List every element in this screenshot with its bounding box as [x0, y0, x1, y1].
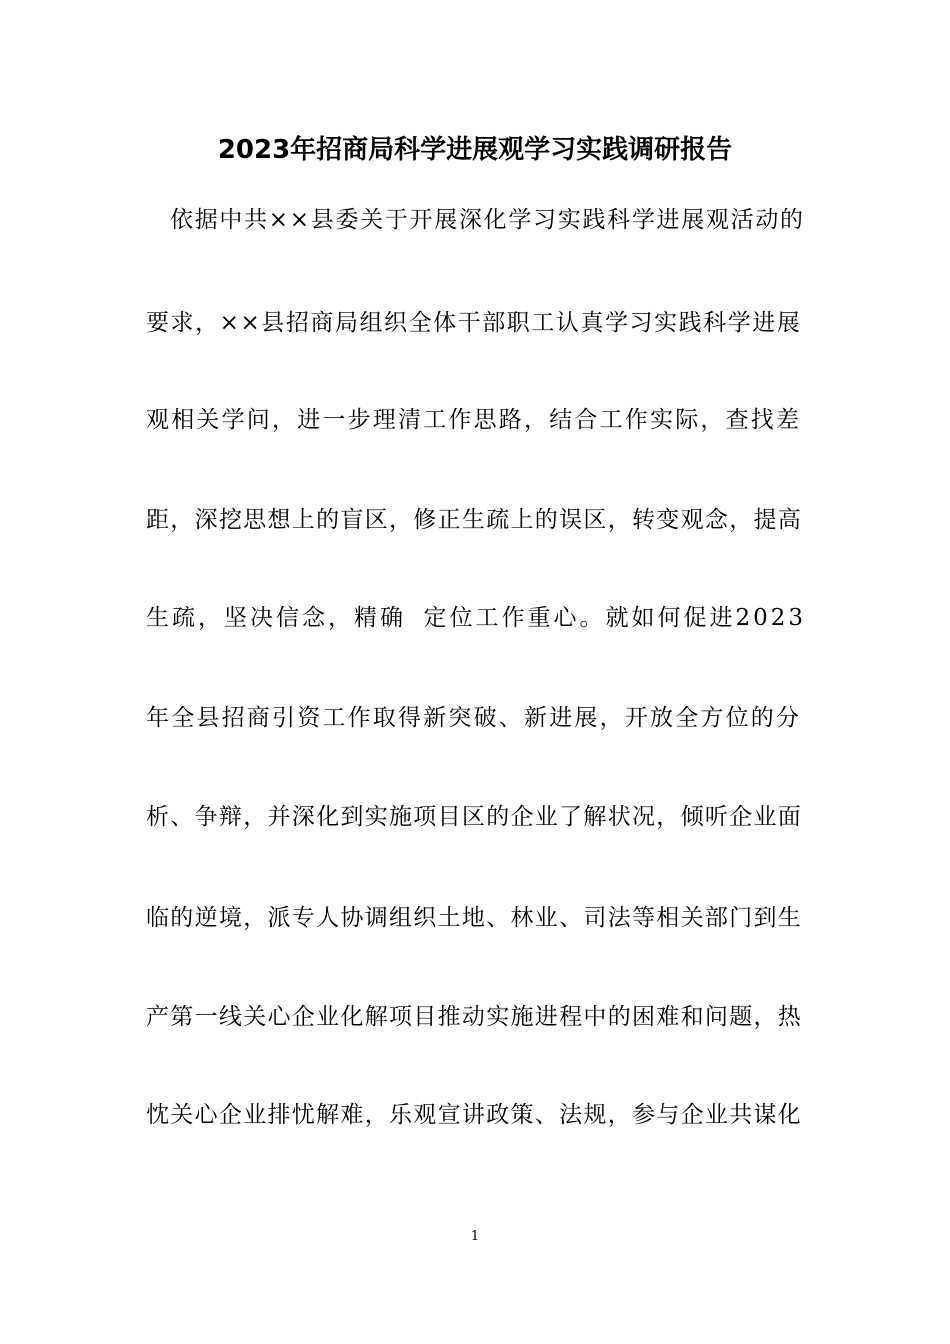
body-line-2: [146, 303, 806, 343]
body-text: 产第一线关心企业化解项目推动实施进程中的困难和问题，热: [146, 1004, 803, 1030]
body-line-7: [146, 797, 806, 837]
body-text: 年全县招商引资工作取得新突破、新进展，开放全方位的分: [146, 705, 802, 731]
body-text: 要求，××县招商局组织全体干部职工认真学习实践科学进展: [146, 310, 802, 336]
body-text: 忱关心企业排忧解难，乐观宣讲政策、法规，参与企业共谋化: [146, 1102, 803, 1128]
body-line-10: [146, 1095, 806, 1135]
body-line-8: [146, 898, 806, 938]
body-text: 生疏，坚决信念，精确: [146, 605, 406, 631]
body-line-6: [146, 698, 806, 738]
page-number: 1: [470, 1229, 480, 1244]
body-line-3: [146, 400, 806, 440]
document-title: 2023年招商局科学进展观学习实践调研报告: [217, 135, 733, 165]
body-text: 观相关学问，进一步理清工作思路，结合工作实际，查找差: [146, 407, 802, 433]
body-line-1: [170, 200, 806, 240]
body-text: 定位工作重心。就如何促进2023: [423, 605, 806, 631]
body-line-9: [146, 997, 806, 1037]
body-line-5: [146, 598, 806, 638]
body-text: 临的逆境，派专人协调组织土地、林业、司法等相关部门到生: [146, 905, 803, 931]
body-text: 依据中共××县委关于开展深化学习实践科学进展观活动的: [170, 207, 805, 233]
body-line-4: [146, 500, 806, 540]
body-text: 析、争辩，并深化到实施项目区的企业了解状况，倾听企业面: [146, 804, 803, 830]
body-text: 距，深挖思想上的盲区，修正生疏上的误区，转变观念，提高: [146, 507, 803, 533]
